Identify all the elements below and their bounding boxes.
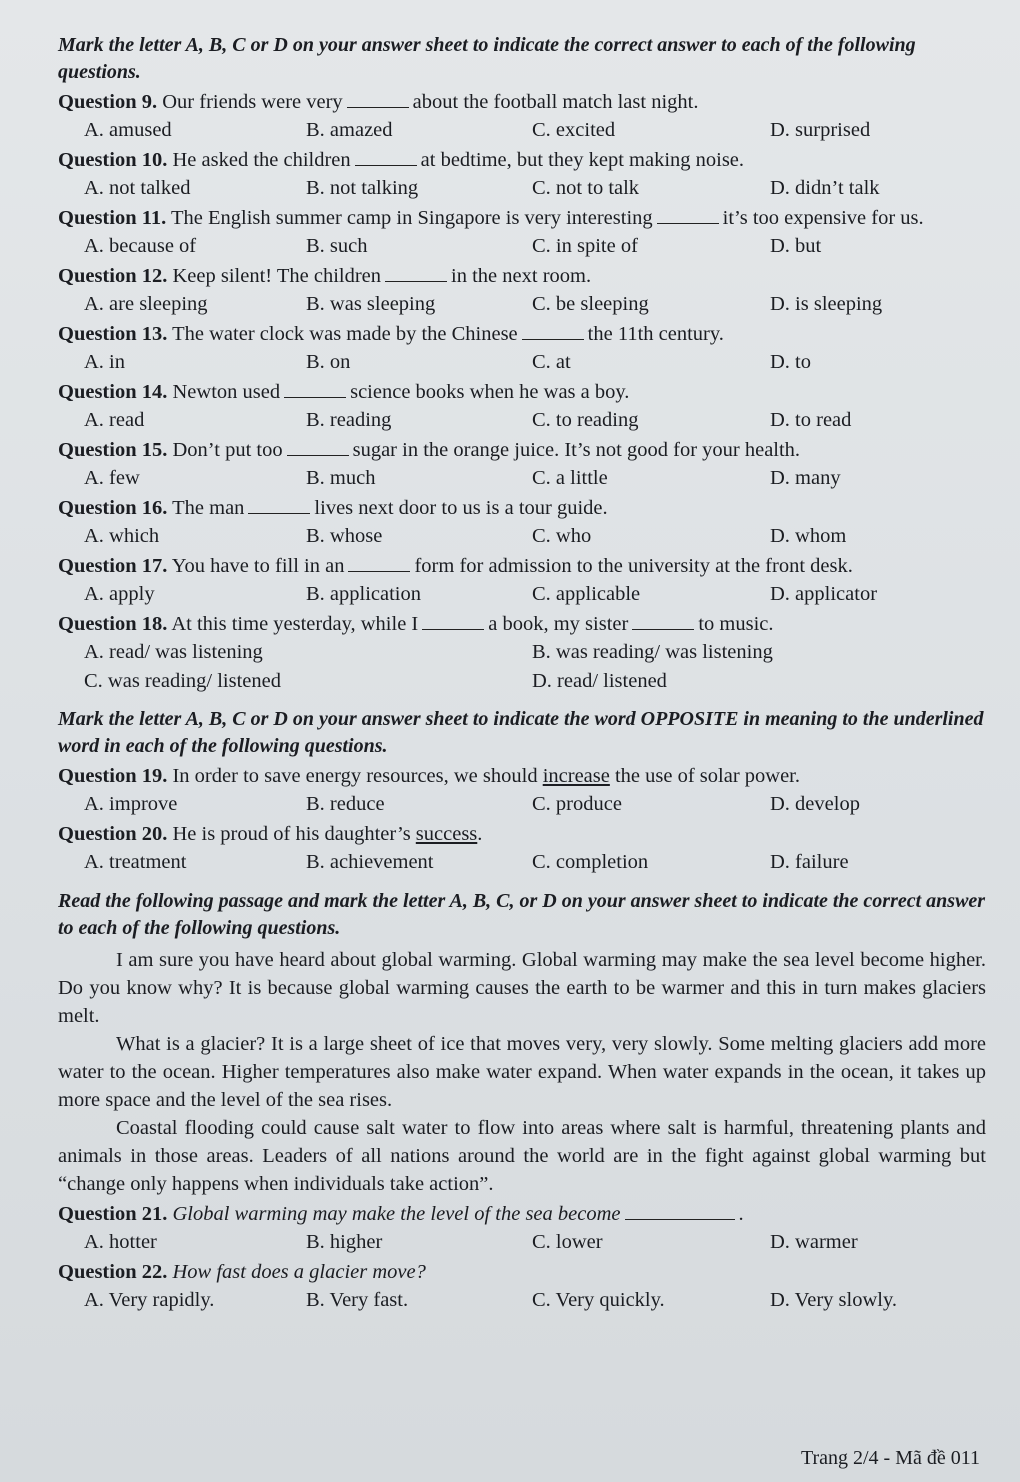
question-number: Question 20.	[58, 823, 168, 845]
option-c: C. not to talk	[532, 177, 640, 199]
question-text: How fast does a glacier move?	[172, 1261, 426, 1283]
answer-blank	[287, 439, 349, 456]
option-c: C. who	[532, 525, 592, 547]
option-a: A. in	[84, 351, 125, 373]
question-stem-mid: a book, my sister	[488, 613, 629, 635]
option-c: C. be sleeping	[532, 293, 649, 315]
option-b: B. amazed	[306, 119, 393, 141]
option-a: A. read	[84, 409, 145, 431]
question-stem-pre: The water clock was made by the Chinese	[172, 323, 518, 345]
question-stem-post: the 11th century.	[587, 323, 724, 345]
question-stem-post: lives next door to us is a tour guide.	[314, 497, 608, 519]
option-a: A. amused	[84, 119, 172, 141]
answer-blank	[625, 1203, 735, 1220]
question-number: Question 13.	[58, 323, 168, 345]
option-b: B. such	[306, 235, 368, 257]
question-number: Question 21.	[58, 1203, 168, 1225]
question-stem-post: science books when he was a boy.	[350, 381, 630, 403]
question-21: Question 21. Global warming may make the level of the sea become . A. hotter B. higher C. lower D. warmer	[58, 1200, 986, 1257]
question-stem-post: in the next room.	[451, 265, 592, 287]
question-number: Question 18.	[58, 613, 168, 635]
underlined-word: success	[415, 823, 478, 845]
question-stem-pre: Don’t put too	[172, 439, 283, 461]
option-b: B. achievement	[306, 851, 434, 873]
question-22	[58, 1258, 986, 1315]
question-item	[58, 262, 986, 319]
question-18	[58, 610, 986, 696]
question-stem-pre: At this time yesterday, while I	[171, 613, 419, 635]
question-stem-pre: Our friends were very	[162, 91, 343, 113]
question-stem-pre: You have to fill in an	[171, 555, 345, 577]
answer-blank	[248, 497, 310, 514]
option-c: C. lower	[532, 1231, 603, 1253]
option-c: C. in spite of	[532, 235, 638, 257]
option-c: C. completion	[532, 851, 649, 873]
question-stem-post: at bedtime, but they kept making noise.	[420, 149, 745, 171]
question-number: Question 16.	[58, 497, 168, 519]
question-item	[58, 378, 986, 435]
question-item	[58, 494, 986, 551]
option-b: B. was sleeping	[306, 293, 436, 315]
option-b: B. whose	[306, 525, 383, 547]
option-c: C. at	[532, 351, 571, 373]
option-a: A. because of	[84, 235, 197, 257]
option-d: D. to read	[770, 409, 852, 431]
question-stem-pre: He is proud of his daughter’s	[172, 823, 411, 845]
question-stem-pre: The English summer camp in Singapore is very interesting	[170, 207, 653, 229]
question-19	[58, 762, 986, 819]
question-number: Question 17.	[58, 555, 168, 577]
option-b: B. Very fast.	[306, 1289, 409, 1311]
section1-instructions: Mark the letter A, B, C or D on your answer sheet to indicate the correct answer to each of the following questions.	[58, 34, 916, 83]
answer-blank	[284, 381, 346, 398]
question-stem-post: it’s too expensive for us.	[722, 207, 924, 229]
option-c: C. to reading	[532, 409, 639, 431]
answer-blank	[348, 555, 410, 572]
answer-blank	[385, 265, 447, 282]
option-d: D. Very slowly.	[770, 1289, 897, 1311]
option-d: D. many	[770, 467, 841, 489]
answer-blank	[355, 149, 417, 166]
option-d: D. but	[770, 235, 822, 257]
option-b: B. reduce	[306, 793, 385, 815]
option-c: C. excited	[532, 119, 616, 141]
option-d: D. whom	[770, 525, 847, 547]
question-stem-post: the use of solar power.	[614, 765, 801, 787]
option-d: D. read/ listened	[532, 670, 667, 692]
option-c: C. produce	[532, 793, 622, 815]
question-item	[58, 436, 986, 493]
question-number: Question 22.	[58, 1261, 168, 1283]
option-a: A. treatment	[84, 851, 187, 873]
option-a: A. few	[84, 467, 140, 489]
question-stem-post: to music.	[698, 613, 774, 635]
option-a: A. which	[84, 525, 160, 547]
option-b: B. on	[306, 351, 351, 373]
section3-instructions: Read the following passage and mark the letter A, B, C, or D on your answer sheet to indicate the correct answer to each of the following questions.	[58, 890, 986, 939]
passage-paragraph: What is a glacier? It is a large sheet of ice that moves very, very slowly. Some melting glaciers add more water to the ocean. Higher temperatures also make water expand. When water expands in the ocean, it takes up more space and the level of the sea rises.	[58, 1033, 986, 1111]
option-c: C. was reading/ listened	[84, 670, 281, 692]
option-d: D. warmer	[770, 1231, 858, 1253]
section2-instructions: Mark the letter A, B, C or D on your answer sheet to indicate the word OPPOSITE in meaning to the underlined word in each of the following questions.	[58, 708, 984, 757]
question-stem-post: form for admission to the university at the front desk.	[414, 555, 853, 577]
question-number: Question 11.	[58, 207, 167, 229]
option-d: D. failure	[770, 851, 849, 873]
question-number: Question 19.	[58, 765, 168, 787]
question-stem-post: about the football match last night.	[412, 91, 699, 113]
option-b: B. not talking	[306, 177, 419, 199]
reading-passage	[58, 946, 986, 1198]
question-stem-pre: Keep silent! The children	[172, 265, 382, 287]
underlined-word: increase	[542, 765, 610, 787]
question-stem-post: sugar in the orange juice. It’s not good for your health.	[352, 439, 801, 461]
question-number: Question 10.	[58, 149, 168, 171]
question-stem-pre: The man	[172, 497, 245, 519]
option-c: C. applicable	[532, 583, 641, 605]
answer-blank	[422, 613, 484, 630]
option-c: C. Very quickly.	[532, 1289, 665, 1311]
option-d: D. to	[770, 351, 811, 373]
question-number: Question 14.	[58, 381, 168, 403]
question-item	[58, 552, 986, 609]
option-b: B. was reading/ was listening	[532, 641, 773, 663]
question-stem-pre: He asked the children	[172, 149, 351, 171]
page-footer: Trang 2/4 - Mã đề 011	[800, 1447, 980, 1469]
question-stem-pre: Newton used	[172, 381, 281, 403]
passage-paragraph: Coastal flooding could cause salt water to flow into areas where salt is harmful, threatening plants and animals in those areas. Leaders of all nations around the world are in the fight against global warming but “change only happens when individuals take action”.	[58, 1117, 986, 1195]
answer-blank	[347, 91, 409, 108]
option-a: A. are sleeping	[84, 293, 208, 315]
answer-blank	[522, 323, 584, 340]
question-item	[58, 320, 986, 377]
question-item	[58, 146, 986, 203]
question-item	[58, 204, 986, 261]
option-d: D. develop	[770, 793, 860, 815]
option-d: D. surprised	[770, 119, 871, 141]
option-a: A. Very rapidly.	[84, 1289, 215, 1311]
option-a: A. hotter	[84, 1231, 157, 1253]
question-number: Question 9.	[58, 91, 158, 113]
question-stem-pre: In order to save energy resources, we should	[172, 765, 538, 787]
passage-paragraph: I am sure you have heard about global warming. Global warming may make the sea level become higher. Do you know why? It is because global warming causes the earth to be warmer and this in turn makes glaciers melt.	[58, 949, 986, 1027]
option-d: D. didn’t talk	[770, 177, 880, 199]
question-number: Question 15.	[58, 439, 168, 461]
option-d: D. applicator	[770, 583, 878, 605]
question-text: Global warming may make the level of the sea become	[172, 1203, 621, 1225]
option-b: B. application	[306, 583, 422, 605]
question-20	[58, 820, 986, 877]
question-list	[58, 88, 986, 609]
option-b: B. higher	[306, 1231, 383, 1253]
question-item	[58, 88, 986, 145]
option-a: A. improve	[84, 793, 178, 815]
option-c: C. a little	[532, 467, 608, 489]
answer-blank	[632, 613, 694, 630]
option-b: B. much	[306, 467, 376, 489]
option-d: D. is sleeping	[770, 293, 883, 315]
answer-blank	[657, 207, 719, 224]
question-stem-post: .	[477, 823, 483, 845]
option-a: A. not talked	[84, 177, 191, 199]
option-a: A. read/ was listening	[84, 641, 263, 663]
option-b: B. reading	[306, 409, 392, 431]
option-a: A. apply	[84, 583, 155, 605]
question-number: Question 12.	[58, 265, 168, 287]
